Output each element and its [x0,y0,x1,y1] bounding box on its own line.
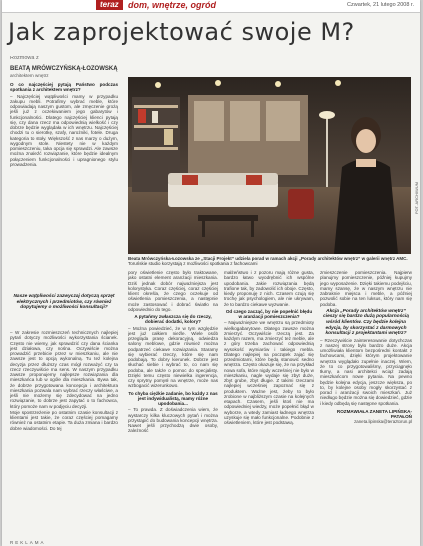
article-column-1-cont [10,330,118,536]
page-header [2,0,420,13]
photo-caption-bold: Beata Mrówczyńska-Łozowska ze „Stacji Projekt” udziela porad w ramach akcji „Porady architektów wnętrz” w galerii wnętrz AMC. [128,256,408,261]
column-2-text: pory oświetlenie często było traktowane, jako ostatni element aranżacji mieszkania. Dziś jednak dobór najważniejsza jest kolorystyka. Coraz częściej, coraz częściej klient określa, że czego oczekuje od oświetlenia pomieszczenia, a następnie może zastosować i dobrać światło na odpowiednio do tego. [128,270,218,312]
section-title: dom, wnętrze, ogród [128,0,217,10]
article-column-4 [320,270,412,538]
article-column-1 [10,56,118,288]
signature: ROZMAWIAŁA ZANETA LIPIŃSKA-PATAŁOŃ [336,408,412,420]
footer-tag: REKLAMA [10,540,46,545]
photo-credit: FOT. ARCHIWUM [414,182,419,214]
question-2: Nasze wątpliwości zazwyczaj dotyczą sprzęt elektrycznych i przedmiotów, czy również dopytujemy o możliwości konsultacji? [13,294,115,311]
column-4-text: zmieszczenie pomieszczenia. Najpierw planujmy pomieszczenie, później kupujmy jego wyposażenie. Dzięki takiemu podejściu, mamy szansę, że w naszym wnętrzu nie zabraknie miejsca i meble, a później pozwolić sobie na ten luksus, który nam się podoba. [320,270,412,307]
author-name: BEATĄ MRÓWCZYŃSKĄ-ŁOZOWSKĄ [10,66,118,73]
question-6: Akcja „Porady architektów wnętrz” cieszy się bardzo dużą popularnością wśród klientów. Czy będzie kolejna edycja, by skorzystać z darmowych konsultacji z projektantami wnętrz? [323,308,409,337]
question-3: A pytańmy zwłaszcza się do rzeczy, dobierać dodatki, kolory? [134,314,212,325]
answer-2: – W zakresie rozmieszczeń technicznych najlepiej pytań dotyczy możliwości wykorzystania ścianek. Często nie wiemy, jak sprawdzić czy dana ścianka jest działowa, czy nośna. Oczywiście można prowadzić przebicie przez w mieszkaniu, ale nie zawsze jest to opcją wykonalną. Tu też kolejna decyzja przez dłuższy czas mógł rozważyć czy ta rzecz rzeczywiście ma sens. W naszym przypadku zawsze proponujemy najlepsze rozwiązania dla mieszkańca lub w ogóle dla mieszkania. Bywa tak, że dobrze przygotowana koncepcja i architektura mieszkania pozwala nam wybrać rzeczy właściwe, a jeśli nie możemy się zdecydować na jedno rozwiązanie, to dobrze jest zapytać o to fachowca, który pomoże nam w podjęciu decyzji. [10,330,118,409]
answer-4: – To prawda. Z doświadczenia wiem, że wystarczy kilka kluczowych pytań i można przystąpić do budowania koncepcji wnętrza. Nawet jeśli przychodzą dwie osoby, zależność [128,407,218,434]
photo-caption-rest: Toruńskie studio korzystają z możliwości spotkania z fachowcami [128,261,258,267]
answer-5: – Najważniejsze we wnętrzu są przedmioty wielkogabarytowe. Dlatego zawsze można zmierzyć. Oczywiście rzeczą jest. Za każdym razem, ma zmierzyć też meble, ale z góry trzeba zachować odpowiednią wysokość wymiarów i takiego mebla. Dlatego najlepiej na początek zająć się przedmiotami, które będą stanowić sedno wnętrza. Często okazuje się, że na przykład nowa sofa, które nigdy wcześniej nie było w mieszkaniu, nagle wydaje się zbyt duże, zbyt grube, zbyt długie. Z takimi rzeczami najlepiej wcześniej zapoznać się z produktem. Ważne jest, żeby to było zrobione w najbliższym czasie na kolejnych etapach. Czasem, jeśli ktoś nie ma odpowiedniej wiedzy, może popełnić błąd w wyborze, a wtedy zamiast ładnego wnętrza uzyskuje się mało funkcjonalne. Podobnie z oświetleniem, które jest podstawą. [224,320,314,425]
photo-caption [128,256,418,266]
answer-3: – Można powiedzieć, że w tym względzie jest już całkiem nieźle. Wiele osób przegląda prasę dekoracyjną, odwiedza salony meblowe, gdzie również można podpatrzeć ciekawe rozwiązania. Staramy się wybierać rzeczy, które się nam podobają. To dobry kierunek. Dobrze jest słuchać siebie i wybrać to, co nam się podoba, ale także o pomoc do specjalisty. Dzięki temu często niewielka ingerencja, czy sprytny pomysł na wnętrze, może nas wzbogacić wizerunkowo. [128,325,218,389]
brand-label: teraz [96,0,123,10]
article-column-2 [128,270,218,538]
answer-6: – Rzeczywiście zainteresowanie dotychczas z naszej strony było bardzo duże. Akcja umożliwiała klientom bezpośredni kontakt z fachowcami, dzięki którym projektowanie wnętrza wyglądało zupełnie inaczej. Wiem, że to co przygotowaliśmy, przyciągnęło tłumy, a nasi architekci wciąż zadają mieszkańcom nowe pytania. Na pewno będzie kolejna edycja, jeszcze większa, po to, by kolejne osoby mogły skorzystać z porad i aranżacji swoich mieszkań. Już niedługo będzie można się dowiedzieć, gdzie i kiedy odbędą się następne spotkania. [320,337,412,406]
column-3-text: małżeństwo i z pozoru mają różne gusta, bardzo łatwo wyodrębnić ich wspólne upodobania. Jakie rozwiązania będą trafione tak, by zadowolić ich oboje. Często, kiedy proponuję z nich. Czasem czują się trochę jak psychologiem, ale nie ukrywam, że to bardzo ciekawe wyzwanie. [224,270,314,307]
article-title: Jak zaprojektować swoje M? [8,18,355,46]
author-role: architektem wnętrz [10,72,49,78]
question-5: Od czego zacząć, by nie popełnić błędu w aranżacji pomieszczenia? [225,308,313,319]
question-1: O co najczęściej pytają Państwo podczas spotkania z architektem wnętrz? [10,82,118,93]
showroom-image [128,77,411,254]
author-email: zaneta.lipinska@teraztorun.pl [354,419,412,425]
lead-label: Rozmowa z [10,56,39,61]
answer-2b: Moje spostrzeżenie po ostatnim czasie konsultacji z klientami jest takie, że coraz częściej pomagamy również na ostatnim etapie. Ta duża zmiana i bardzo dobre wiadomości. Do tej [10,409,118,431]
question-4: To chyba ciężkie zadanie, bo każdy z nas jest indywidualistą, mamy różne upodobania... [128,390,218,406]
article-column-3 [224,270,314,538]
newspaper-page [2,0,420,546]
interior-photo [128,77,411,254]
issue-date: Czwartek, 21 lutego 2008 r. [347,2,414,8]
answer-1: – Najczęściej wątpliwości mamy w przypadku zakupu mebli. Potrafimy wybrać meble, które odpowiadają naszym gustom, ale zmęczenie grożą jeśli już z oczekiwaniem jego gabarytów i funkcjonalności. Dlatego najczęściej klienci pytają się, czy dana rzecz ma odpowiednią wielkość i czy dobrze będzie wyglądała w ich wnętrzu. Najczęściej chodzi tu o sierotkę, szafy, narożniki, fotele. Druga kategoria to stoły. Większość z nas marzy o dużym, wygodnym stole. Niestety nie w każdym pomieszczeniu, taka opcja się sprawdzi. Ale zawsze można znaleźć rozwiązanie, które będzie idealnym połączeniem funkcjonalności i upragnionego stylu prowadzenia. [10,93,118,167]
